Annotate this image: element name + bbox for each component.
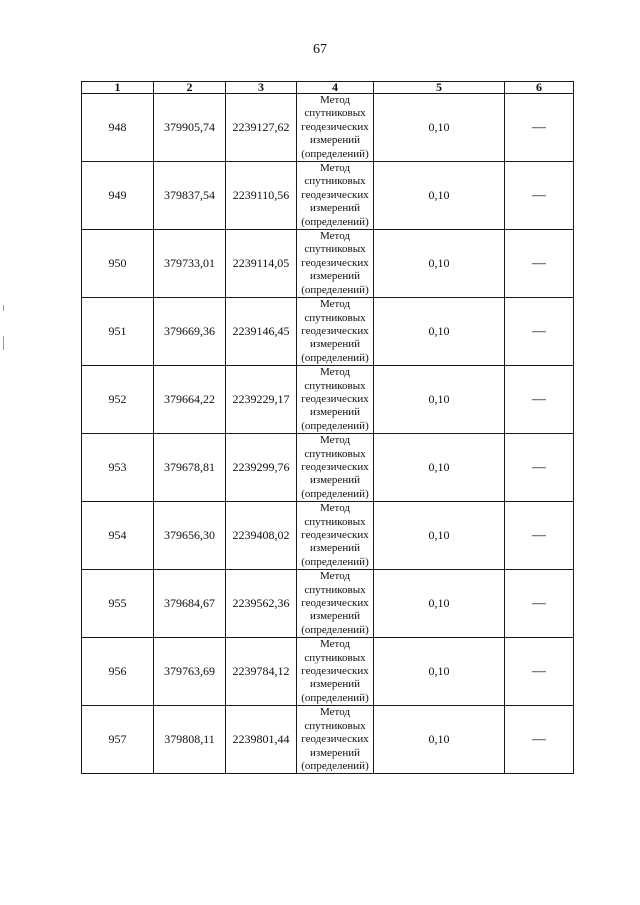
method-line: (определений) [301, 759, 369, 772]
method-line: спутниковых [304, 583, 366, 596]
method-line: измерений [310, 202, 360, 215]
note-cell: — [505, 706, 574, 774]
method-line: (определений) [301, 623, 369, 636]
table-row [82, 502, 574, 570]
accuracy-cell: 0,10 [374, 638, 505, 706]
point-number-cell: 955 [82, 570, 154, 638]
accuracy-cell: 0,10 [374, 434, 505, 502]
method-cell [297, 298, 374, 366]
y-coordinate-cell: 2239146,45 [226, 298, 297, 366]
method-cell [297, 502, 374, 570]
x-coordinate-cell: 379684,67 [154, 570, 226, 638]
point-number-cell: 953 [82, 434, 154, 502]
note-cell: — [505, 366, 574, 434]
method-line: геодезических [301, 733, 369, 746]
point-number-cell: 949 [82, 162, 154, 230]
point-number-cell: 952 [82, 366, 154, 434]
x-coordinate-cell: 379763,69 [154, 638, 226, 706]
x-coordinate-cell: 379905,74 [154, 94, 226, 162]
method-line: измерений [310, 406, 360, 419]
table-row [82, 570, 574, 638]
method-line: Метод [320, 366, 350, 379]
method-cell [297, 434, 374, 502]
method-line: Метод [320, 94, 350, 106]
table-body [82, 94, 574, 774]
method-line: измерений [310, 610, 360, 623]
y-coordinate-cell: 2239801,44 [226, 706, 297, 774]
note-cell: — [505, 162, 574, 230]
column-header: 6 [505, 82, 574, 94]
method-line: спутниковых [304, 651, 366, 664]
margin-mark [3, 336, 4, 350]
table-row [82, 434, 574, 502]
method-cell [297, 570, 374, 638]
accuracy-cell: 0,10 [374, 366, 505, 434]
column-header: 4 [297, 82, 374, 94]
x-coordinate-cell: 379837,54 [154, 162, 226, 230]
column-header: 5 [374, 82, 505, 94]
y-coordinate-cell: 2239229,17 [226, 366, 297, 434]
accuracy-cell: 0,10 [374, 502, 505, 570]
method-cell [297, 230, 374, 298]
note-cell: — [505, 502, 574, 570]
method-line: (определений) [301, 419, 369, 432]
x-coordinate-cell: 379664,22 [154, 366, 226, 434]
x-coordinate-cell: 379808,11 [154, 706, 226, 774]
method-line: геодезических [301, 665, 369, 678]
method-line: (определений) [301, 147, 369, 160]
y-coordinate-cell: 2239127,62 [226, 94, 297, 162]
table-row [82, 230, 574, 298]
column-header: 2 [154, 82, 226, 94]
method-line: спутниковых [304, 311, 366, 324]
method-line: спутниковых [304, 243, 366, 256]
accuracy-cell: 0,10 [374, 162, 505, 230]
point-number-cell: 957 [82, 706, 154, 774]
accuracy-cell: 0,10 [374, 230, 505, 298]
method-line: спутниковых [304, 175, 366, 188]
method-line: геодезических [301, 460, 369, 473]
method-line: измерений [310, 678, 360, 691]
note-cell: — [505, 230, 574, 298]
method-line: (определений) [301, 691, 369, 704]
y-coordinate-cell: 2239784,12 [226, 638, 297, 706]
method-line: геодезических [301, 188, 369, 201]
method-line: геодезических [301, 392, 369, 405]
method-line: измерений [310, 474, 360, 487]
point-number-cell: 951 [82, 298, 154, 366]
method-cell [297, 638, 374, 706]
x-coordinate-cell: 379733,01 [154, 230, 226, 298]
y-coordinate-cell: 2239299,76 [226, 434, 297, 502]
method-line: Метод [320, 502, 350, 515]
table-row [82, 162, 574, 230]
method-line: спутниковых [304, 379, 366, 392]
note-cell: — [505, 638, 574, 706]
method-line: измерений [310, 542, 360, 555]
method-line: спутниковых [304, 107, 366, 120]
y-coordinate-cell: 2239562,36 [226, 570, 297, 638]
method-line: спутниковых [304, 719, 366, 732]
column-header: 1 [82, 82, 154, 94]
table-row [82, 638, 574, 706]
accuracy-cell: 0,10 [374, 94, 505, 162]
coordinates-table [81, 81, 574, 774]
method-line: спутниковых [304, 515, 366, 528]
method-line: (определений) [301, 555, 369, 568]
point-number-cell: 950 [82, 230, 154, 298]
accuracy-cell: 0,10 [374, 706, 505, 774]
method-line: Метод [320, 162, 350, 175]
table-row [82, 706, 574, 774]
method-line: геодезических [301, 324, 369, 337]
method-line: Метод [320, 298, 350, 311]
method-cell [297, 162, 374, 230]
method-cell [297, 706, 374, 774]
y-coordinate-cell: 2239114,05 [226, 230, 297, 298]
method-cell [297, 94, 374, 162]
method-line: геодезических [301, 597, 369, 610]
y-coordinate-cell: 2239110,56 [226, 162, 297, 230]
method-line: измерений [310, 270, 360, 283]
method-line: геодезических [301, 529, 369, 541]
method-line: Метод [320, 706, 350, 719]
note-cell: — [505, 434, 574, 502]
method-line: измерений [310, 338, 360, 351]
table-header-row [82, 82, 574, 94]
page-number: 67 [313, 42, 327, 57]
method-line: измерений [310, 746, 360, 759]
method-line: Метод [320, 434, 350, 447]
x-coordinate-cell: 379656,30 [154, 502, 226, 570]
method-line: геодезических [301, 120, 369, 133]
method-line: Метод [320, 638, 350, 651]
point-number-cell: 948 [82, 94, 154, 162]
y-coordinate-cell: 2239408,02 [226, 502, 297, 570]
note-cell: — [505, 94, 574, 162]
method-line: Метод [320, 230, 350, 243]
x-coordinate-cell: 379669,36 [154, 298, 226, 366]
method-line: Метод [320, 570, 350, 583]
accuracy-cell: 0,10 [374, 570, 505, 638]
method-line: (определений) [301, 215, 369, 228]
method-cell [297, 366, 374, 434]
method-line: (определений) [301, 283, 369, 296]
table-row [82, 298, 574, 366]
point-number-cell: 954 [82, 502, 154, 570]
x-coordinate-cell: 379678,81 [154, 434, 226, 502]
column-header: 3 [226, 82, 297, 94]
note-cell: — [505, 570, 574, 638]
point-number-cell: 956 [82, 638, 154, 706]
table-row [82, 94, 574, 162]
method-line: (определений) [301, 487, 369, 500]
note-cell: — [505, 298, 574, 366]
method-line: спутниковых [304, 447, 366, 460]
accuracy-cell: 0,10 [374, 298, 505, 366]
method-line: (определений) [301, 351, 369, 364]
method-line: измерений [310, 134, 360, 147]
table-row [82, 366, 574, 434]
method-line: геодезических [301, 256, 369, 269]
margin-mark [3, 305, 4, 311]
